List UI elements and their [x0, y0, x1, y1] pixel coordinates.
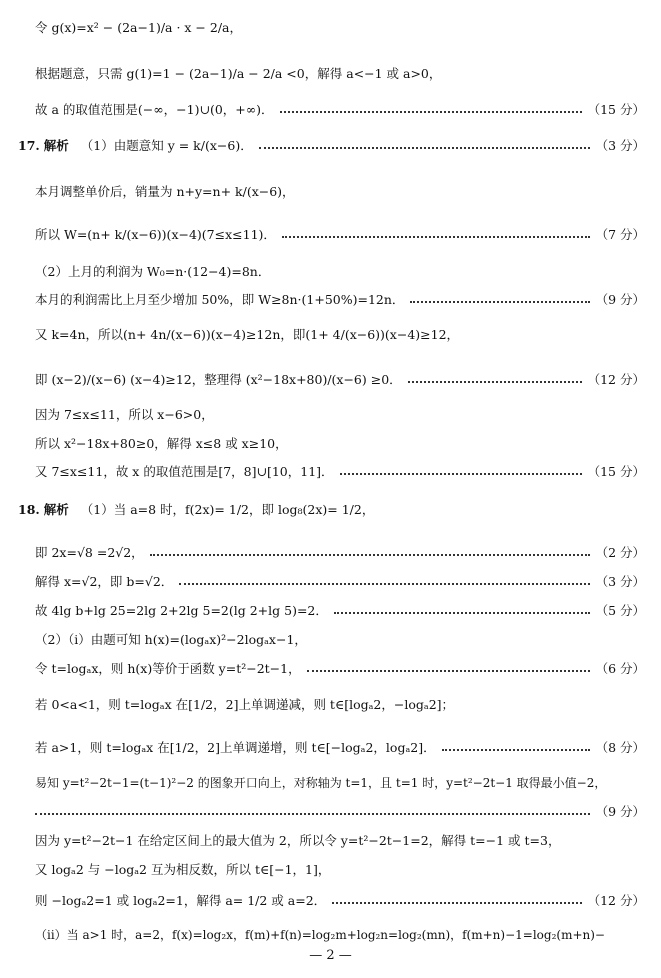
- leader-dots: [408, 381, 582, 383]
- line-text: 根据题意，只需 g(1)=1 − (2a−1)/a − 2/a <0，解得 a<−1 或 a>0，: [35, 66, 442, 81]
- line-text: 即 2x=√8 =2√2，: [35, 545, 144, 560]
- line-10: [35, 370, 645, 388]
- question-17-start: [18, 136, 645, 154]
- score-label: （9 分）: [595, 292, 645, 307]
- line-text: 本月调整单价后，销量为 n+y=n+ k/(x−6)，: [35, 184, 295, 199]
- line-text: 若 a>1，则 t=logₐx 在[1/2，2]上单调递增，则 t∈[−logₐ2，logₐ2]．: [35, 740, 436, 755]
- score-label: （8 分）: [595, 740, 645, 755]
- line-21: [35, 738, 645, 756]
- line-5: [35, 182, 645, 200]
- line-2: [35, 64, 645, 82]
- line-17: [35, 601, 645, 619]
- line-text: 又 k=4n，所以(n+ 4n/(x−6))(x−4)≥12n，即(1+ 4/(x−6))(x−4)≥12，: [35, 327, 460, 342]
- line-text: 若 0<a<1，则 t=logₐx 在[1/2，2]上单调递减，则 t∈[logₐ2，−logₐ2]；: [35, 697, 455, 712]
- line-text: 本月的利润需比上月至少增加 50%，即 W≥8n·(1+50%)=12n．: [35, 292, 405, 307]
- line-7: [35, 262, 645, 280]
- line-13: [35, 462, 645, 480]
- score-label: （6 分）: [595, 661, 645, 676]
- line-text: （1）当 a=8 时，f(2x)= 1/2，即 log₈(2x)= 1/2，: [80, 502, 375, 517]
- score-label: （2 分）: [595, 545, 645, 560]
- line-20: [35, 695, 645, 713]
- line-text: 令 g(x)=x² − (2a−1)/a · x − 2/a，: [35, 20, 242, 35]
- line-text: 又 logₐ2 与 −logₐ2 互为相反数，所以 t∈[−1，1]，: [35, 862, 331, 877]
- line-19: [35, 659, 645, 677]
- line-18: [35, 630, 645, 648]
- line-11: [35, 405, 645, 423]
- score-label: （9 分）: [595, 804, 645, 819]
- score-label: （12 分）: [587, 372, 645, 387]
- line-16: [35, 572, 645, 590]
- line-24: [35, 831, 645, 849]
- score-label: （3 分）: [595, 138, 645, 153]
- leader-dots: [340, 473, 582, 475]
- leader-dots: [307, 670, 590, 672]
- line-3: [35, 100, 645, 118]
- question-number: 18.: [18, 501, 40, 517]
- leader-dots: [280, 111, 582, 113]
- score-label: （5 分）: [595, 603, 645, 618]
- score-label: （15 分）: [587, 102, 645, 117]
- question-18-start: [18, 500, 645, 518]
- line-25: [35, 860, 645, 878]
- score-label: （7 分）: [595, 227, 645, 242]
- leader-dots: [410, 301, 589, 303]
- line-text: 解得 x=√2，即 b=√2．: [35, 574, 174, 589]
- score-label: （3 分）: [595, 574, 645, 589]
- leader-dots: [334, 612, 590, 614]
- line-26: [35, 891, 645, 909]
- line-8: [35, 290, 645, 308]
- line-1: [35, 18, 645, 36]
- leader-dots: [332, 902, 581, 904]
- line-6: [35, 225, 645, 243]
- line-9: [35, 325, 645, 343]
- line-text: 故 4lg b+lg 25=2lg 2+2lg 5=2(lg 2+lg 5)=2．: [35, 603, 328, 618]
- leader-dots: [150, 554, 590, 556]
- line-23: [35, 802, 645, 820]
- line-text: 即 (x−2)/(x−6) (x−4)≥12，整理得 (x²−18x+80)/(x−6) ≥0．: [35, 372, 402, 387]
- leader-dots: [442, 749, 590, 751]
- analysis-tag: 解析: [43, 502, 69, 517]
- line-text: 因为 y=t²−2t−1 在给定区间上的最大值为 2，所以令 y=t²−2t−1=2，解得 t=−1 或 t=3，: [35, 833, 561, 848]
- leader-dots: [259, 147, 590, 149]
- line-text: （2）（ⅰ）由题可知 h(x)=(logₐx)²−2logₐx−1，: [35, 632, 307, 647]
- line-text: （2）上月的利润为 W₀=n·(12−4)=8n．: [35, 264, 271, 279]
- score-label: （12 分）: [587, 893, 645, 908]
- line-text: 所以 x²−18x+80≥0，解得 x≤8 或 x≥10，: [35, 436, 288, 451]
- line-text: 令 t=logₐx，则 h(x)等价于函数 y=t²−2t−1，: [35, 661, 301, 676]
- line-12: [35, 434, 645, 452]
- leader-dots: [35, 813, 590, 815]
- line-15: [35, 543, 645, 561]
- page-number: — 2 —: [309, 948, 352, 963]
- line-text: 又 7≤x≤11，故 x 的取值范围是[7，8]∪[10，11]．: [35, 464, 334, 479]
- line-text: 所以 W=(n+ k/(x−6))(x−4)(7≤x≤11)．: [35, 227, 276, 242]
- line-text: （ⅱ）当 a>1 时，a=2，f(x)=log₂x，f(m)+f(n)=log₂m+log₂n=log₂(mn)，f(m+n)−1=log₂(m+n)−: [35, 928, 605, 942]
- leader-dots: [282, 236, 590, 238]
- analysis-tag: 解析: [43, 138, 69, 153]
- line-text: （1）由题意知 y = k/(x−6)．: [80, 138, 253, 153]
- leader-dots: [179, 583, 589, 585]
- line-text: 故 a 的取值范围是(−∞，−1)∪(0，+∞)．: [35, 102, 274, 117]
- line-text: 则 −logₐ2=1 或 logₐ2=1，解得 a= 1/2 或 a=2．: [35, 893, 327, 908]
- score-label: （15 分）: [587, 464, 645, 479]
- question-number: 17.: [18, 137, 40, 153]
- line-text: 因为 7≤x≤11，所以 x−6>0，: [35, 407, 214, 422]
- line-text: 易知 y=t²−2t−1=(t−1)²−2 的图象开口向上，对称轴为 t=1，且 t=1 时，y=t²−2t−1 取得最小值−2，: [35, 776, 607, 790]
- line-22: [35, 774, 645, 791]
- line-27: [35, 926, 645, 943]
